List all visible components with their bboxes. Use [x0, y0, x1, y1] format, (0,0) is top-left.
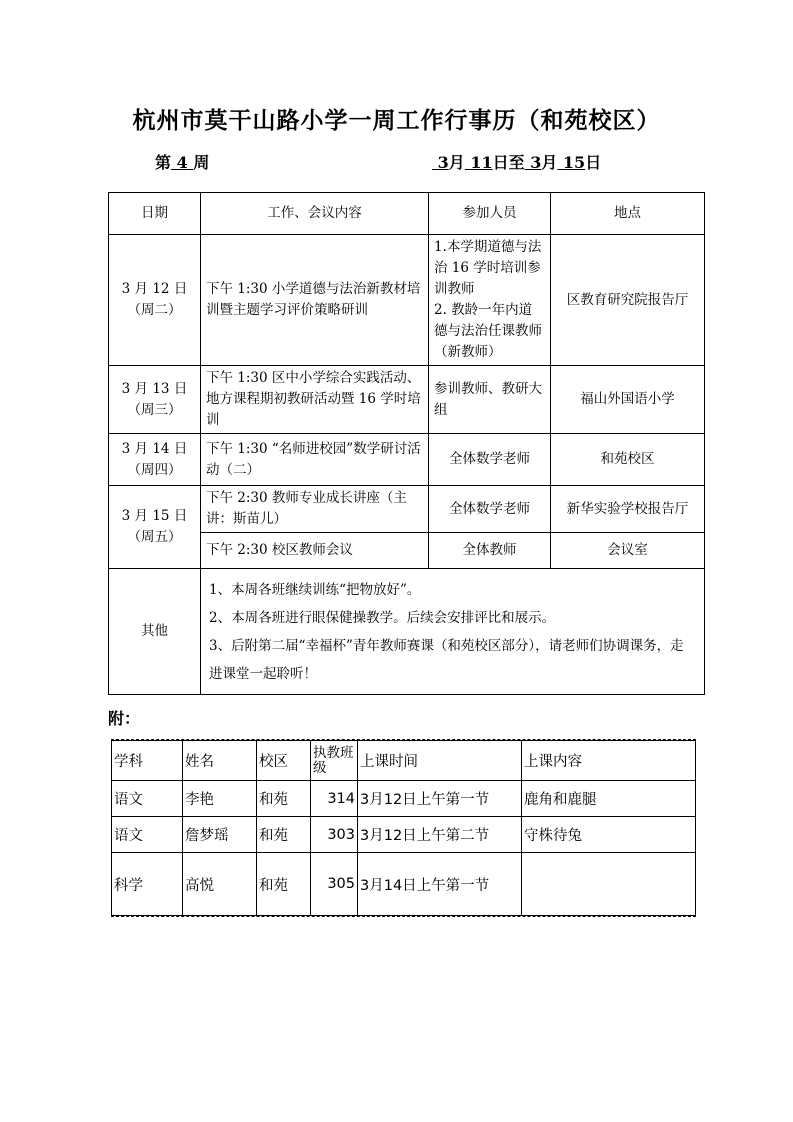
appendix-row [112, 853, 696, 916]
time-cell: 3月12日上午第一节 [358, 781, 522, 817]
content-cell: 下午 2:30 校区教师会议 [201, 533, 429, 569]
participants-cell: 全体数学老师 [429, 434, 551, 486]
appendix-header-name: 姓名 [183, 741, 257, 781]
other-label: 其他 [109, 569, 201, 695]
table-row [109, 434, 705, 486]
subject-cell: 科学 [112, 853, 183, 916]
date-cell: 3 月 14 日 （周四） [109, 434, 201, 486]
content-cell: 下午 1:30 小学道德与法治新教材培训暨主题学习评价策略研训 [201, 235, 429, 366]
header-content: 工作、会议内容 [201, 193, 429, 235]
campus-cell: 和苑 [257, 817, 311, 853]
topic-cell: 守株待兔 [522, 817, 696, 853]
date-cell: 3 月 12 日 （周二） [109, 235, 201, 366]
topic-cell: 鹿角和鹿腿 [522, 781, 696, 817]
appendix-header-subject: 学科 [112, 741, 183, 781]
appendix-table [111, 740, 696, 916]
subject-cell: 语文 [112, 781, 183, 817]
appendix-row [112, 817, 696, 853]
appendix-header-topic: 上课内容 [522, 741, 696, 781]
time-cell: 3月14日上午第一节 [358, 853, 522, 916]
other-notes [201, 569, 705, 695]
appendix-header-campus: 校区 [257, 741, 311, 781]
content-cell: 下午 2:30 教师专业成长讲座（主讲：斯苗儿） [201, 486, 429, 533]
header-participants: 参加人员 [429, 193, 551, 235]
location-cell: 和苑校区 [551, 434, 705, 486]
topic-cell [522, 853, 696, 916]
class-cell: 303 [311, 817, 358, 853]
campus-cell: 和苑 [257, 781, 311, 817]
name-cell: 李艳 [183, 781, 257, 817]
table-row [109, 366, 705, 434]
header-date: 日期 [109, 193, 201, 235]
location-cell: 福山外国语小学 [551, 366, 705, 434]
header-location: 地点 [551, 193, 705, 235]
location-cell: 区教育研究院报告厅 [551, 235, 705, 366]
location-cell: 会议室 [551, 533, 705, 569]
other-row [109, 569, 705, 695]
appendix-header-class: 执教班级 [311, 741, 358, 781]
appendix-header-time: 上课时间 [358, 741, 522, 781]
week-number: 第 4 周 [155, 153, 210, 172]
subject-cell: 语文 [112, 817, 183, 853]
participants-cell: 参训教师、教研大组 [429, 366, 551, 434]
table-row [109, 486, 705, 533]
note-item: 3、后附第二届“幸福杯”青年教师赛课（和苑校区部分），请老师们协调课务，走进课堂一起聆听！ [209, 637, 684, 682]
appendix-header-row [112, 741, 696, 781]
date-cell: 3 月 13 日 （周三） [109, 366, 201, 434]
date-range: 3月 11日至 3月 15日 [437, 153, 602, 172]
class-cell: 314 [311, 781, 358, 817]
location-cell: 新华实验学校报告厅 [551, 486, 705, 533]
class-cell: 305 [311, 853, 358, 916]
participants-cell: 1.本学期道德与法治 16 学时培训参训教师 2. 教龄一年内道德与法治任课教师（新教师） [429, 235, 551, 366]
content-cell: 下午 1:30 区中小学综合实践活动、地方课程期初教研活动暨 16 学时培训 [201, 366, 429, 434]
campus-cell: 和苑 [257, 853, 311, 916]
date-cell: 3 月 15 日 （周五） [109, 486, 201, 569]
note-item: 2、本周各班进行眼保健操教学。后续会安排评比和展示。 [209, 609, 556, 626]
name-cell: 高悦 [183, 853, 257, 916]
time-cell: 3月12日上午第二节 [358, 817, 522, 853]
appendix-row [112, 781, 696, 817]
note-item: 1、本周各班继续训练“把物放好”。 [209, 581, 421, 598]
schedule-table [108, 192, 705, 695]
participants-cell: 全体教师 [429, 533, 551, 569]
table-row [109, 235, 705, 366]
table-header-row [109, 193, 705, 235]
participants-cell: 全体数学老师 [429, 486, 551, 533]
appendix-label: 附： [108, 709, 141, 728]
name-cell: 詹梦瑶 [183, 817, 257, 853]
page-title: 杭州市莫干山路小学一周工作行事历（和苑校区） [132, 107, 661, 134]
content-cell: 下午 1:30 “名师进校园”数学研讨活动（二） [201, 434, 429, 486]
